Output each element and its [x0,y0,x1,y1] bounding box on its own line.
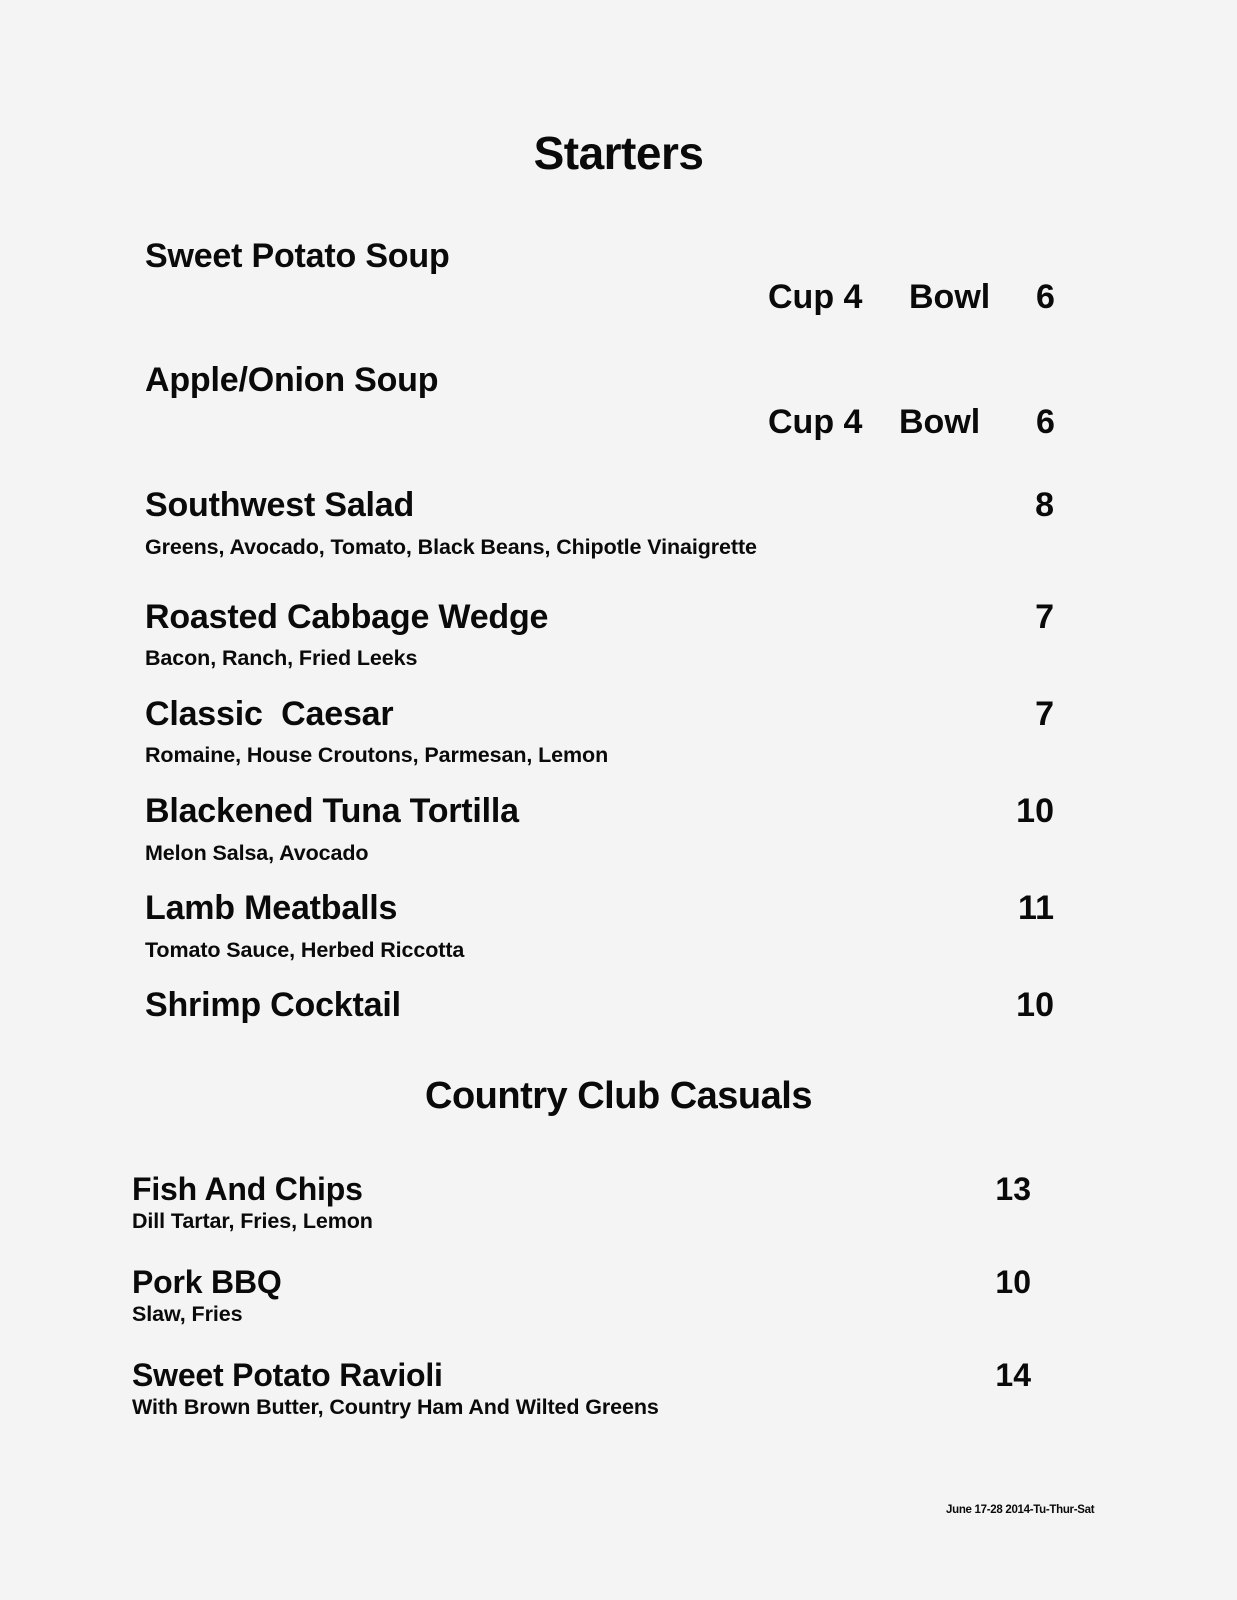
bowl-price: 6 [1036,403,1055,441]
item-description: Melon Salsa, Avocado [145,841,369,865]
item-price: 8 [1035,486,1054,524]
item-description: Slaw, Fries [132,1302,243,1326]
item-price: 11 [1018,889,1054,927]
item-name: Pork BBQ [132,1264,282,1300]
cup-price: Cup 4 [768,278,863,316]
item-name: Fish And Chips [132,1171,363,1207]
item-name: Lamb Meatballs [145,889,398,927]
item-name: Roasted Cabbage Wedge [145,598,549,636]
bowl-label: Bowl [909,278,991,316]
section-title-casuals: Country Club Casuals [425,1075,812,1117]
item-price: 14 [995,1357,1031,1393]
item-price: 7 [1035,598,1054,636]
item-name: Sweet Potato Ravioli [132,1357,443,1393]
item-name: Blackened Tuna Tortilla [145,792,519,830]
section-title-starters: Starters [533,127,704,179]
bowl-price: 6 [1036,278,1055,316]
item-description: Bacon, Ranch, Fried Leeks [145,646,418,670]
item-description: With Brown Butter, Country Ham And Wilted Greens [132,1395,659,1419]
item-price: 7 [1035,695,1054,733]
item-price: 10 [1016,986,1054,1024]
item-name: Apple/Onion Soup [145,361,439,399]
item-description: Tomato Sauce, Herbed Riccotta [145,938,465,962]
item-name: Sweet Potato Soup [145,237,450,275]
item-price: 10 [995,1264,1031,1300]
item-description: Romaine, House Croutons, Parmesan, Lemon [145,743,609,767]
item-price: 10 [1016,792,1054,830]
item-description: Greens, Avocado, Tomato, Black Beans, Chipotle Vinaigrette [145,535,757,559]
item-name: Shrimp Cocktail [145,986,401,1024]
item-name: Classic Caesar [145,695,394,733]
item-description: Dill Tartar, Fries, Lemon [132,1209,373,1233]
bowl-label: Bowl [899,403,981,441]
cup-price: Cup 4 [768,403,863,441]
item-name: Southwest Salad [145,486,415,524]
footer-date-note: June 17-28 2014-Tu-Thur-Sat [946,1504,1095,1516]
item-price: 13 [995,1171,1031,1207]
